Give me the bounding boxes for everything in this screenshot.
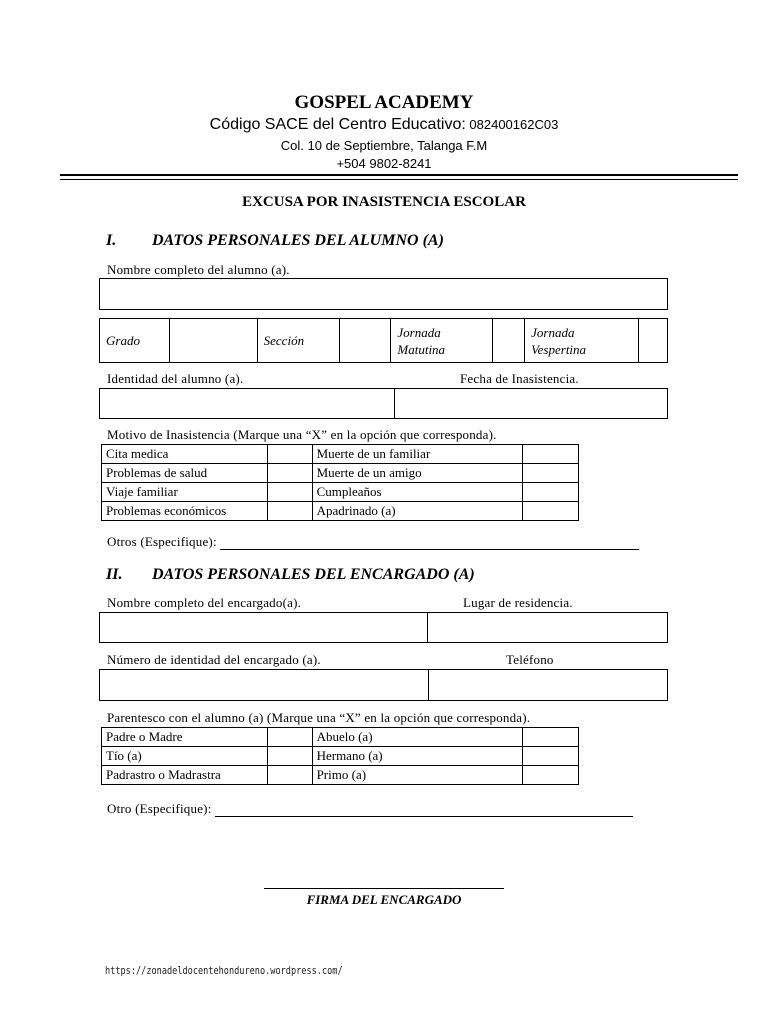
- relationship-option: Padre o Madre: [102, 728, 268, 747]
- reason-option: Problemas económicos: [102, 502, 268, 521]
- grade-shift-table: [99, 318, 668, 363]
- section-2-number: II.: [106, 566, 123, 583]
- guardian-id-label: Número de identidad del encargado (a).: [107, 652, 321, 667]
- section-label: Sección: [257, 319, 339, 363]
- section-1-title: DATOS PERSONALES DEL ALUMNO (A): [152, 232, 444, 249]
- residence-field[interactable]: [427, 612, 668, 643]
- sace-code: [0, 116, 768, 134]
- other-relationship-line[interactable]: [215, 804, 633, 817]
- reason-checkbox[interactable]: [267, 483, 312, 502]
- relationship-option: Tío (a): [102, 747, 268, 766]
- student-id-label: Identidad del alumno (a).: [107, 371, 244, 386]
- evening-shift-field[interactable]: [638, 319, 667, 363]
- section-1-number: I.: [106, 232, 117, 249]
- relationship-option: Hermano (a): [312, 747, 523, 766]
- reason-checkbox[interactable]: [523, 464, 579, 483]
- relationship-label: Parentesco con el alumno (a) (Marque una “X” en la opción que corresponda).: [107, 710, 531, 725]
- guardian-phone-field[interactable]: [428, 669, 668, 701]
- school-phone: +504 9802-8241: [336, 156, 432, 171]
- relationship-checkbox[interactable]: [523, 728, 579, 747]
- relationship-checkbox[interactable]: [267, 766, 312, 785]
- guardian-id-field[interactable]: [99, 669, 429, 701]
- reason-option: Apadrinado (a): [312, 502, 523, 521]
- other-reason-label: Otros (Especifique):: [107, 534, 217, 549]
- section-1-heading: [106, 232, 444, 250]
- absence-reason-table: [101, 444, 579, 521]
- footer-url[interactable]: https://zonadeldocentehondureno.wordpress.com/: [105, 964, 343, 977]
- reason-option: Muerte de un familiar: [312, 445, 523, 464]
- relationship-option: Primo (a): [312, 766, 523, 785]
- residence-label: Lugar de residencia.: [463, 595, 573, 610]
- relationship-option: Abuelo (a): [312, 728, 523, 747]
- reason-checkbox[interactable]: [523, 502, 579, 521]
- evening-shift-label: Jornada Vespertina: [525, 319, 639, 363]
- other-relationship-row: [107, 801, 633, 817]
- header-rule-thin: [60, 179, 738, 180]
- sace-code-value: 082400162C03: [465, 117, 559, 132]
- document-title: EXCUSA POR INASISTENCIA ESCOLAR: [242, 194, 526, 210]
- section-2-title: DATOS PERSONALES DEL ENCARGADO (A): [152, 566, 475, 583]
- reason-checkbox[interactable]: [523, 483, 579, 502]
- section-field[interactable]: [339, 319, 391, 363]
- signature-label: FIRMA DEL ENCARGADO: [306, 892, 462, 907]
- reason-checkbox[interactable]: [523, 445, 579, 464]
- signature-line[interactable]: [264, 888, 504, 889]
- relationship-table: [101, 727, 579, 785]
- reason-checkbox[interactable]: [267, 445, 312, 464]
- reason-checkbox[interactable]: [267, 502, 312, 521]
- other-reason-row: [107, 534, 639, 550]
- relationship-checkbox[interactable]: [523, 747, 579, 766]
- school-name: GOSPEL ACADEMY: [294, 92, 474, 113]
- relationship-option: Padrastro o Madrastra: [102, 766, 268, 785]
- reason-option: Muerte de un amigo: [312, 464, 523, 483]
- relationship-checkbox[interactable]: [267, 747, 312, 766]
- absence-reason-label: Motivo de Inasistencia (Marque una “X” en la opción que corresponda).: [107, 427, 497, 442]
- absence-date-field[interactable]: [394, 388, 668, 419]
- reason-checkbox[interactable]: [267, 464, 312, 483]
- relationship-checkbox[interactable]: [523, 766, 579, 785]
- reason-option: Problemas de salud: [102, 464, 268, 483]
- guardian-name-field[interactable]: [99, 612, 428, 643]
- student-id-field[interactable]: [99, 388, 395, 419]
- other-relationship-label: Otro (Especifique):: [107, 801, 212, 816]
- morning-shift-field[interactable]: [493, 319, 525, 363]
- student-name-label: Nombre completo del alumno (a).: [107, 262, 290, 277]
- header-rule-thick: [60, 174, 738, 176]
- guardian-phone-label: Teléfono: [506, 652, 554, 667]
- guardian-name-label: Nombre completo del encargado(a).: [107, 595, 302, 610]
- section-2-heading: [106, 566, 475, 584]
- school-address: Col. 10 de Septiembre, Talanga F.M: [280, 138, 488, 153]
- morning-shift-label: Jornada Matutina: [391, 319, 493, 363]
- reason-option: Cita medica: [102, 445, 268, 464]
- student-name-field[interactable]: [99, 278, 668, 310]
- reason-option: Cumpleaños: [312, 483, 523, 502]
- grade-label: Grado: [100, 319, 170, 363]
- grade-field[interactable]: [169, 319, 257, 363]
- reason-option: Viaje familiar: [102, 483, 268, 502]
- relationship-checkbox[interactable]: [267, 728, 312, 747]
- sace-code-label: Código SACE del Centro Educativo:: [209, 116, 466, 133]
- absence-date-label: Fecha de Inasistencia.: [460, 371, 579, 386]
- other-reason-line[interactable]: [220, 537, 639, 550]
